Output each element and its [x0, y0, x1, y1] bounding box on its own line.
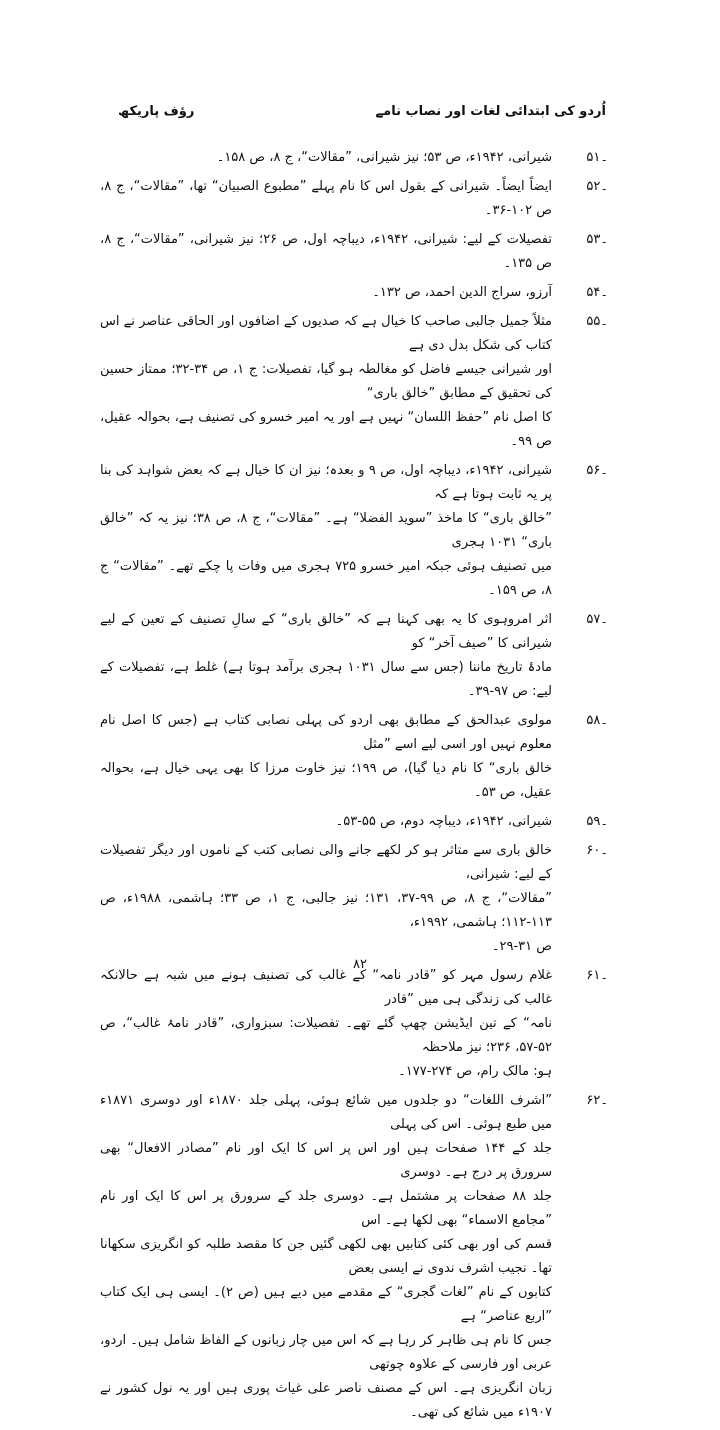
endnote	[100, 608, 608, 704]
endnote-number: ۶۱۔	[586, 968, 608, 983]
endnote	[100, 1089, 608, 1425]
endnote	[100, 310, 608, 454]
endnote	[100, 459, 608, 603]
chapter-title: اُردو کی ابتدائی لغات اور نصاب نامے	[375, 104, 606, 119]
endnote-text: شیرانی، ۱۹۴۲ء، دیباچہ اول، ص ۹ و بعدہ؛ نیز ان کا خیال ہے کہ بعض شواہد کی بنا پر یہ ثابت ہوتا ہے کہ ”خالق باری“ کا ماخذ ”سوید الفضلا“ ہے۔ ”مقالات“، ج ۸، ص ۳۸؛ نیز یہ کہ ”خالق باری“ ۱۰۳۱ ہجری میں تصنیف ہوئی جبکہ امیر خسرو ۷۲۵ ہجری میں وفات پا چکے تھے۔ ”مقالات“ ج ۸، ص ۱۵۹۔	[100, 463, 553, 598]
endnote-number: ۵۲۔	[586, 179, 608, 194]
endnote-text: مثلاً جمیل جالبی صاحب کا خیال ہے کہ صدیوں کے اضافوں اور الحاقی عناصر نے اس کتاب کی شکل بدل دی ہے اور شیرانی جیسے فاضل کو مغالطہ ہو گیا، تفصیلات: ج ۱، ص ۳۴-۳۲؛ ممتاز حسین کی تحقیق کے مطابق ”خالق باری“ کا اصل نام ”حفظ اللسان“ نہیں ہے اور یہ امیر خسرو کی تصنیف ہے، بحوالہ عقیل، ص ۹۹۔	[100, 314, 552, 449]
page-number: ۸۲	[353, 957, 367, 972]
endnote-number: ۵۳۔	[586, 232, 608, 247]
endnote-number: ۵۸۔	[586, 713, 608, 728]
endnote	[100, 281, 608, 305]
endnote-text: مولوی عبدالحق کے مطابق بھی اردو کی پہلی نصابی کتاب ہے (جس کا اصل نام معلوم نہیں اور اسی لیے اسے ”مثل خالق باری“ کا نام دیا گیا)، ص ۱۹۹؛ نیز خاوت مرزا کا بھی یہی خیال ہے، بحوالہ عقیل، ص ۵۳۔	[100, 713, 552, 800]
endnote	[100, 175, 608, 223]
endnote	[100, 964, 608, 1084]
endnote-text: تفصیلات کے لیے: شیرانی، ۱۹۴۲ء، دیباچہ اول، ص ۲۶؛ نیز شیرانی، ”مقالات“، ج ۸، ص ۱۳۵۔	[100, 232, 553, 271]
endnote	[100, 810, 608, 834]
endnote-text: اثر امروہوی کا یہ بھی کہنا ہے کہ ”خالق باری“ کے سالِ تصنیف کے تعین کے لیے شیرانی کا ”صیف آخر“ کو مادۂ تاریخ ماننا (جس سے سال ۱۰۳۱ ہجری برآمد ہوتا ہے) غلط ہے، تفصیلات کے لیے: ص ۹۷-۳۹۔	[100, 612, 552, 699]
endnote	[100, 228, 608, 276]
endnote-number: ۶۰۔	[586, 843, 608, 858]
endnote-number: ۵۵۔	[586, 314, 608, 329]
endnote-text: شیرانی، ۱۹۴۲ء، دیباچہ دوم، ص ۵۵-۵۳۔	[335, 814, 552, 829]
endnote-number: ۵۶۔	[586, 463, 608, 478]
endnote	[100, 709, 608, 805]
author-name: رؤف پاریکھ	[118, 104, 195, 119]
endnote-number: ۵۱۔	[586, 150, 608, 165]
endnote-text: خالق باری سے متاثر ہو کر لکھے جانے والی نصابی کتب کے ناموں اور دیگر تفصیلات کے لیے: شیرانی، ”مقالات“، ج ۸، ص ۹۹-۳۷، ۱۳۱؛ نیز جالبی، ج ۱، ص ۳۳؛ ہاشمی، ۱۹۸۸ء، ص ۱۱۳-۱۱۲؛ ہاشمی، ۱۹۹۲ء، ص ۳۱-۲۹۔	[100, 843, 552, 954]
endnote-text: شیرانی، ۱۹۴۲ء، ص ۵۳؛ نیز شیرانی، ”مقالات“، ج ۸، ص ۱۵۸۔	[216, 150, 552, 165]
endnote-text: آرزو، سراج الدین احمد، ص ۱۳۲۔	[372, 285, 552, 300]
endnotes-list	[100, 146, 608, 1430]
endnote-number: ۵۹۔	[586, 814, 608, 829]
endnote	[100, 839, 608, 959]
endnote-number: ۶۲۔	[586, 1093, 608, 1108]
running-header	[118, 104, 606, 126]
endnote-text: ایضاً ایضاً۔ شیرانی کے بقول اس کا نام پہلے ”مطبوع الصبیان“ تھا، ”مقالات“، ج ۸، ص ۱۰۲-۳۶۔	[100, 179, 552, 218]
endnote-number: ۵۴۔	[586, 285, 608, 300]
endnote-text: ”اشرف اللغات“ دو جلدوں میں شائع ہوئی، پہلی جلد ۱۸۷۰ء اور دوسری ۱۸۷۱ء میں طبع ہوئی۔ اس کی پہلی جلد کے ۱۴۴ صفحات ہیں اور اس پر اس کا ایک اور نام ”مصادر الافعال“ بھی سرورق پر درج ہے۔ دوسری جلد ۸۸ صفحات پر مشتمل ہے۔ دوسری جلد کے سرورق پر اس کا ایک اور نام ”مجامع الاسماء“ بھی لکھا ہے۔ اس قسم کی اور بھی کئی کتابیں بھی لکھی گئیں جن کا مقصد طلبہ کو انگریزی سکھانا تھا۔ نجیب اشرف ندوی نے ایسی بعض کتابوں کے نام ”لغات گجری“ کے مقدمے میں دیے ہیں (ص ۲)۔ ایسی ہی ایک کتاب ”اربع عناصر“ ہے جس کا نام ہی ظاہر کر رہا ہے کہ اس میں چار زبانوں کے الفاظ شامل ہیں۔ اردو، عربی اور فارسی کے علاوہ چوتھی زبان انگریزی ہے۔ اس کے مصنف ناصر علی غیاث پوری ہیں اور یہ نول کشور نے ۱۹۰۷ء میں شائع کی تھی۔	[100, 1093, 553, 1420]
endnote-number: ۵۷۔	[586, 612, 608, 627]
endnote	[100, 146, 608, 170]
endnote-text: غلام رسول مہر کو ”قادر نامہ“ کے غالب کی تصنیف ہونے میں شبہ ہے حالانکہ غالب کی زندگی ہی میں ”قادر نامہ“ کے تین ایڈیشن چھپ گئے تھے۔ تفصیلات: سبزواری، ”قادر نامۂ غالب“، ص ۵۲-۵۷، ۲۳۶؛ نیز ملاحظہ ہو: مالک رام، ص ۲۷۴-۱۷۷۔	[100, 968, 552, 1079]
